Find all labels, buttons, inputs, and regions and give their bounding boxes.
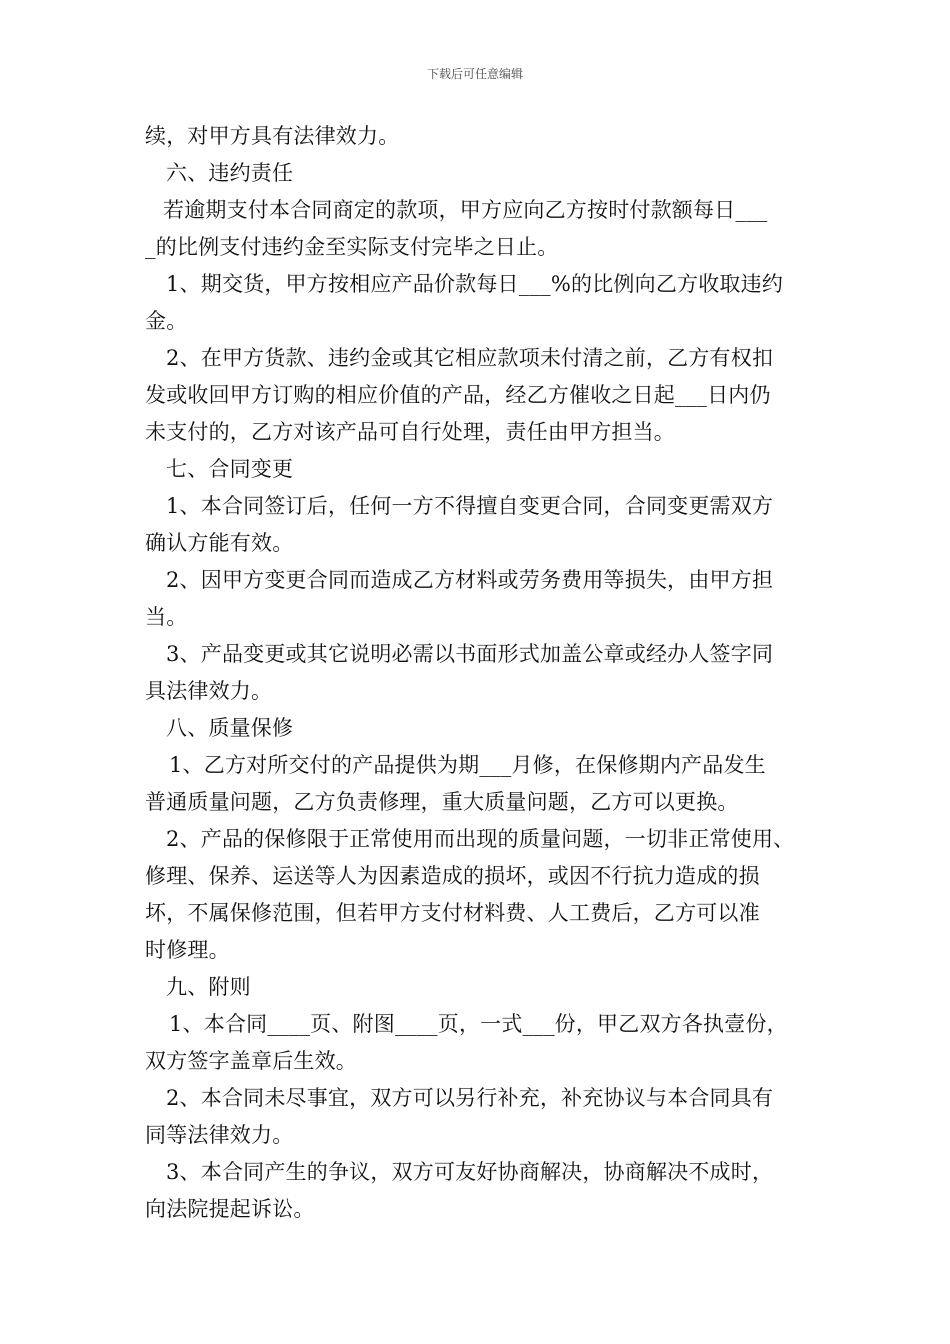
text-line: 双方签字盖章后生效。 — [145, 1049, 357, 1073]
text-line: 若逾期支付本合同商定的款项，甲方应向乙方按时付款额每日___ — [163, 198, 768, 222]
text-line: 当。 — [145, 605, 188, 629]
section-heading-6: 六、违约责任 — [166, 161, 294, 185]
text-line: 2、因甲方变更合同而造成乙方材料或劳务费用等损失，由甲方担 — [166, 568, 774, 592]
text-line: 坏，不属保修范围，但若甲方支付材料费、人工费后，乙方可以准 — [145, 901, 760, 925]
text-line: 普通质量问题，乙方负责修理，重大质量问题，乙方可以更换。 — [145, 790, 739, 814]
text-line: 同等法律效力。 — [145, 1123, 294, 1147]
text-line: _的比例支付违约金至实际支付完毕之日止。 — [145, 235, 559, 259]
text-line: 发或收回甲方订购的相应价值的产品，经乙方催收之日起___日内仍 — [145, 383, 771, 407]
text-line: 2、本合同未尽事宜，双方可以另行补充，补充协议与本合同具有 — [166, 1086, 774, 1110]
text-line: 1、期交货，甲方按相应产品价款每日___%的比例向乙方收取违约 — [166, 272, 784, 296]
page-header: 下载后可任意编辑 — [426, 67, 523, 81]
section-heading-7: 七、合同变更 — [166, 457, 294, 481]
text-line: 修理、保养、运送等人为因素造成的损坏，或因不行抗力造成的损 — [145, 864, 760, 888]
text-line: 确认方能有效。 — [145, 531, 294, 555]
text-line: 具法律效力。 — [145, 679, 273, 703]
section-heading-9: 九、附则 — [166, 975, 251, 999]
text-line: 1、本合同签订后，任何一方不得擅自变更合同，合同变更需双方 — [166, 494, 774, 518]
text-line: 2、产品的保修限于正常使用而出现的质量问题，一切非正常使用、 — [166, 827, 795, 851]
text-line: 1、乙方对所交付的产品提供为期___月修，在保修期内产品发生 — [169, 753, 766, 777]
text-line: 2、在甲方货款、违约金或其它相应款项未付清之前，乙方有权扣 — [166, 346, 774, 370]
text-line: 1、本合同____页、附图____页，一式___份，甲乙双方各执壹份， — [169, 1012, 788, 1036]
text-line: 未支付的，乙方对该产品可自行处理，责任由甲方担当。 — [145, 420, 675, 444]
text-line: 3、产品变更或其它说明必需以书面形式加盖公章或经办人签字同 — [166, 642, 774, 666]
text-line: 时修理。 — [145, 938, 230, 962]
text-line: 向法院提起诉讼。 — [145, 1197, 315, 1221]
text-line: 3、本合同产生的争议，双方可友好协商解决，协商解决不成时， — [166, 1160, 774, 1184]
text-line: 续，对甲方具有法律效力。 — [145, 124, 400, 148]
section-heading-8: 八、质量保修 — [166, 716, 294, 740]
text-line: 金。 — [145, 309, 188, 333]
document-body — [145, 118, 810, 1228]
